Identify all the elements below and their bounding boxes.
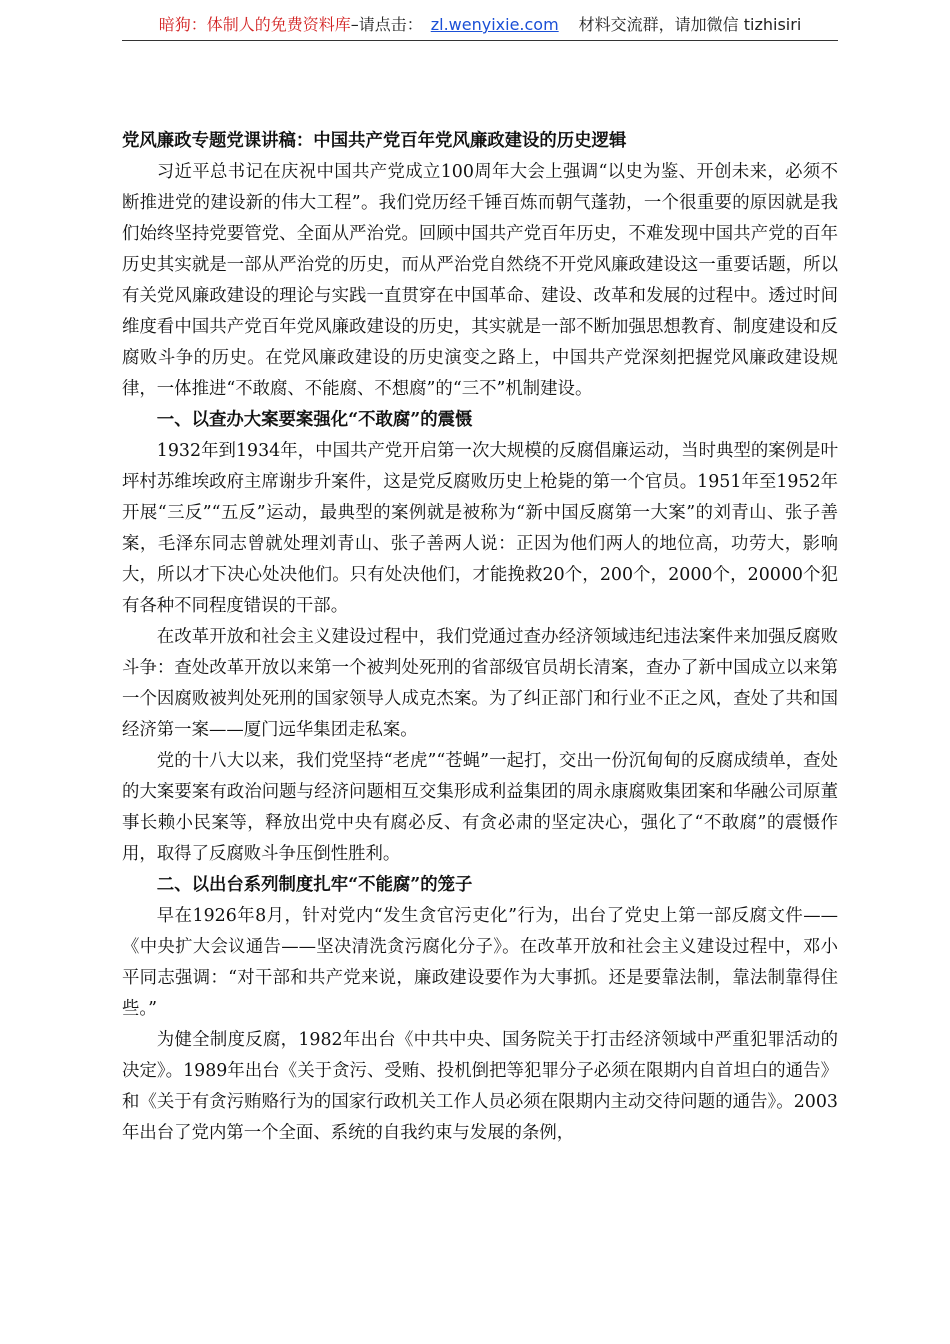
header-divider <box>122 40 838 41</box>
section-1-heading: 一、以查办大案要案强化“不敢腐”的震慑 <box>156 410 473 430</box>
intro-paragraph: 习近平总书记在庆祝中国共产党成立100周年大会上强调“以史为鉴、开创未来，必须不断推进党的建设新的伟大工程”。我们党历经千锤百炼而朝气蓬勃，一个很重要的原因就是我们始终坚持党要管党、全面从严治党。回顾中国共产党百年历史，不难发现中国共产党的百年历史其实就是一部从严治党的历史，而从严治党自然绕不开党风廉政建设这一重要话题，所以有关党风廉政建设的理论与实践一直贯穿在中国革命、建设、改革和发展的过程中。透过时间维度看中国共产党百年党风廉政建设的历史，其实就是一部不断加强思想教育、制度建设和反腐败斗争的历史。在党风廉政建设的历史演变之路上，中国共产党深刻把握党风廉政建设规律，一体推进“不敢腐、不能腐、不想腐”的“三不”机制建设。 <box>122 162 838 399</box>
header-link[interactable]: zl.wenyixie.com <box>430 15 559 34</box>
page-header <box>122 12 838 38</box>
document-body <box>122 126 838 1149</box>
section-2-paragraph-1: 早在1926年8月，针对党内“发生贪官污吏化”行为，出台了党史上第一部反腐文件——《中央扩大会议通告——坚决清洗贪污腐化分子》。在改革开放和社会主义建设过程中，邓小平同志强调：“对干部和共产党来说，廉政建设要作为大事抓。还是要靠法制，靠法制靠得住些。” <box>122 906 838 1019</box>
section-2-heading: 二、以出台系列制度扎牢“不能腐”的笼子 <box>156 875 473 895</box>
section-1-paragraph-3: 党的十八大以来，我们党坚持“老虎”“苍蝇”一起打，交出一份沉甸甸的反腐成绩单，查处的大案要案有政治问题与经济问题相互交集形成利益集团的周永康腐败集团案和华融公司原董事长赖小民案等，释放出党中央有腐必反、有贪必肃的坚定决心，强化了“不敢腐”的震慑作用，取得了反腐败斗争压倒性胜利。 <box>122 751 838 864</box>
header-contact: 材料交流群，请加微信 tizhisiri <box>578 15 802 34</box>
header-brand: 暗狗：体制人的免费资料库 <box>158 15 351 34</box>
document-title: 党风廉政专题党课讲稿：中国共产党百年党风廉政建设的历史逻辑 <box>122 131 627 151</box>
section-2-paragraph-2: 为健全制度反腐，1982年出台《中共中央、国务院关于打击经济领域中严重犯罪活动的决定》。1989年出台《关于贪污、受贿、投机倒把等犯罪分子必须在限期内自首坦白的通告》和《关于有贪污贿赂行为的国家行政机关工作人员必须在限期内主动交待问题的通告》。2003年出台了党内第一个全面、系统的自我约束与发展的条例， <box>122 1030 838 1143</box>
section-1-paragraph-1: 1932年到1934年，中国共产党开启第一次大规模的反腐倡廉运动，当时典型的案例是叶坪村苏维埃政府主席谢步升案件，这是党反腐败历史上枪毙的第一个官员。1951年至1952年开展“三反”“五反”运动，最典型的案例就是被称为“新中国反腐第一大案”的刘青山、张子善案，毛泽东同志曾就处理刘青山、张子善两人说：正因为他们两人的地位高，功劳大，影响大，所以才下决心处决他们。只有处决他们，才能挽救20个，200个，2000个，20000个犯有各种不同程度错误的干部。 <box>122 441 838 616</box>
header-separator: –请点击： <box>350 15 423 34</box>
section-1-paragraph-2: 在改革开放和社会主义建设过程中，我们党通过查办经济领域违纪违法案件来加强反腐败斗争：查处改革开放以来第一个被判处死刑的省部级官员胡长清案，查办了新中国成立以来第一个因腐败被判处死刑的国家领导人成克杰案。为了纠正部门和行业不正之风，查处了共和国经济第一案——厦门远华集团走私案。 <box>122 627 838 740</box>
